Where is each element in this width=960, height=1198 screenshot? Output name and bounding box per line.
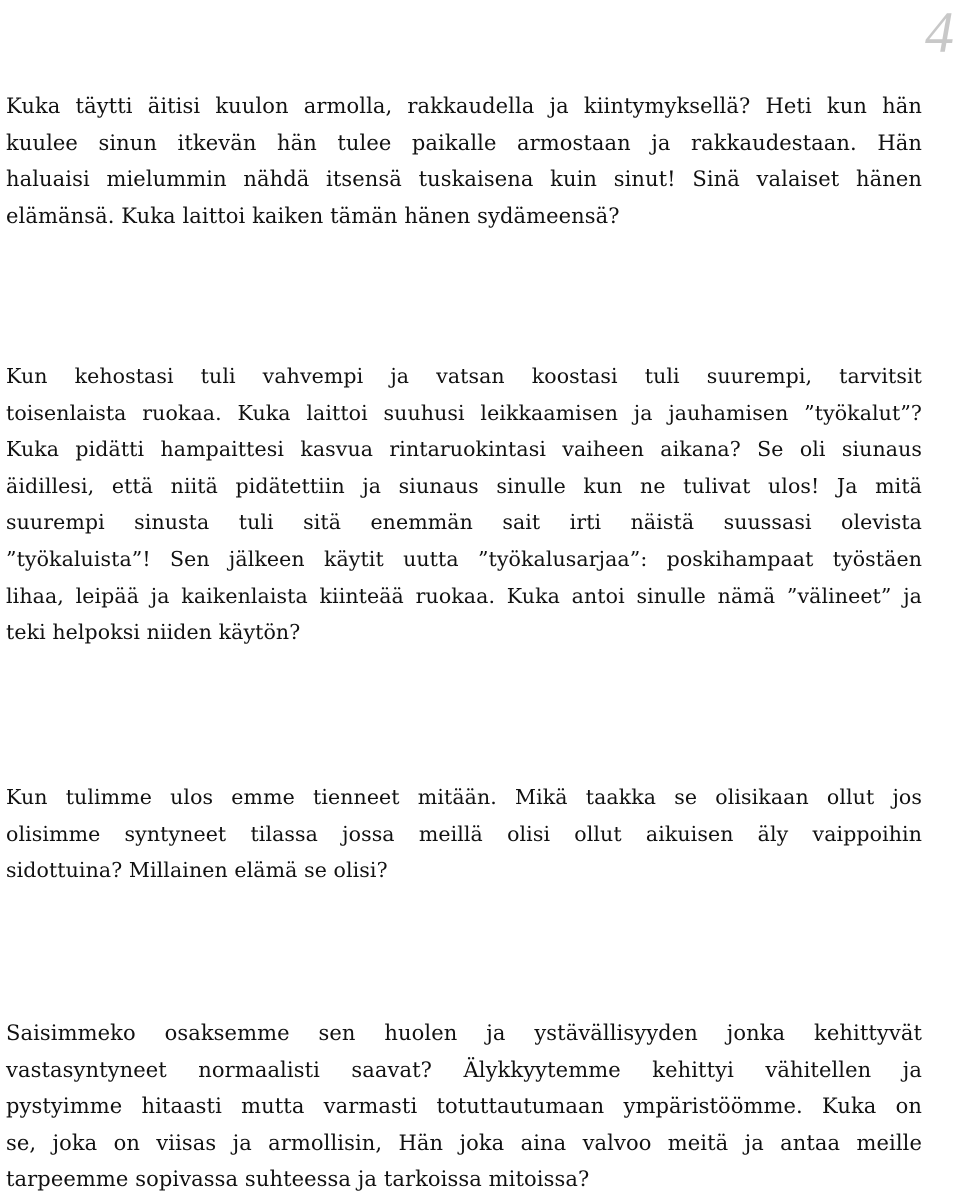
paragraph-1	[6, 88, 922, 234]
text-line: Kun tulimme ulos emme tienneet mitään. Mikä taakka se olisikaan ollut jos	[6, 785, 922, 809]
text-line: suurempi sinusta tuli sitä enemmän sait irti näistä suussasi olevista	[6, 510, 922, 535]
page-number: 4	[925, 0, 954, 65]
paragraph-4	[6, 1015, 922, 1198]
text-line: teki helpoksi niiden käytön?	[6, 620, 301, 645]
text-line: pystyimme hitaasti mutta varmasti totuttautumaan ympäristöömme. Kuka on	[6, 1094, 922, 1119]
text-line: Kuka täytti äitisi kuulon armolla, rakkaudella ja kiintymyksellä? Heti kun hän	[6, 94, 922, 118]
text-line: sidottuina? Millainen elämä se olisi?	[6, 858, 388, 883]
text-line: kuulee sinun itkevän hän tulee paikalle armostaan ja rakkaudestaan. Hän	[6, 130, 922, 155]
paragraph-3	[6, 779, 922, 889]
text-line: Kun kehostasi tuli vahvempi ja vatsan koostasi tuli suurempi, tarvitsit	[6, 364, 922, 388]
text-line: toisenlaista ruokaa. Kuka laittoi suuhusi leikkaamisen ja jauhamisen ”työkalut”?	[6, 400, 922, 425]
text-line: tarpeemme sopivassa suhteessa ja tarkoissa mitoissa?	[6, 1167, 590, 1192]
paragraph-2	[6, 358, 922, 651]
text-line: ”työkaluista”! Sen jälkeen käytit uutta ”työkalusarjaa”: poskihampaat työstäen	[6, 546, 922, 571]
text-line: se, joka on viisas ja armollisin, Hän joka aina valvoo meitä ja antaa meille	[6, 1130, 922, 1155]
text-line: Saisimmeko osaksemme sen huolen ja ystävällisyyden jonka kehittyvät	[6, 1021, 922, 1045]
text-line: äidillesi, että niitä pidätettiin ja siunaus sinulle kun ne tulivat ulos! Ja mitä	[6, 473, 922, 498]
text-line: lihaa, leipää ja kaikenlaista kiinteää ruokaa. Kuka antoi sinulle nämä ”välineet” ja	[6, 583, 922, 608]
text-line: vastasyntyneet normaalisti saavat? Älykkyytemme kehittyi vähitellen ja	[6, 1057, 922, 1082]
text-line: olisimme syntyneet tilassa jossa meillä olisi ollut aikuisen äly vaippoihin	[6, 821, 922, 846]
text-line: haluaisi mielummin nähdä itsensä tuskaisena kuin sinut! Sinä valaiset hänen	[6, 167, 922, 192]
text-line: elämänsä. Kuka laittoi kaiken tämän hänen sydämeensä?	[6, 203, 620, 228]
text-line: Kuka pidätti hampaittesi kasvua rintaruokintasi vaiheen aikana? Se oli siunaus	[6, 437, 922, 462]
